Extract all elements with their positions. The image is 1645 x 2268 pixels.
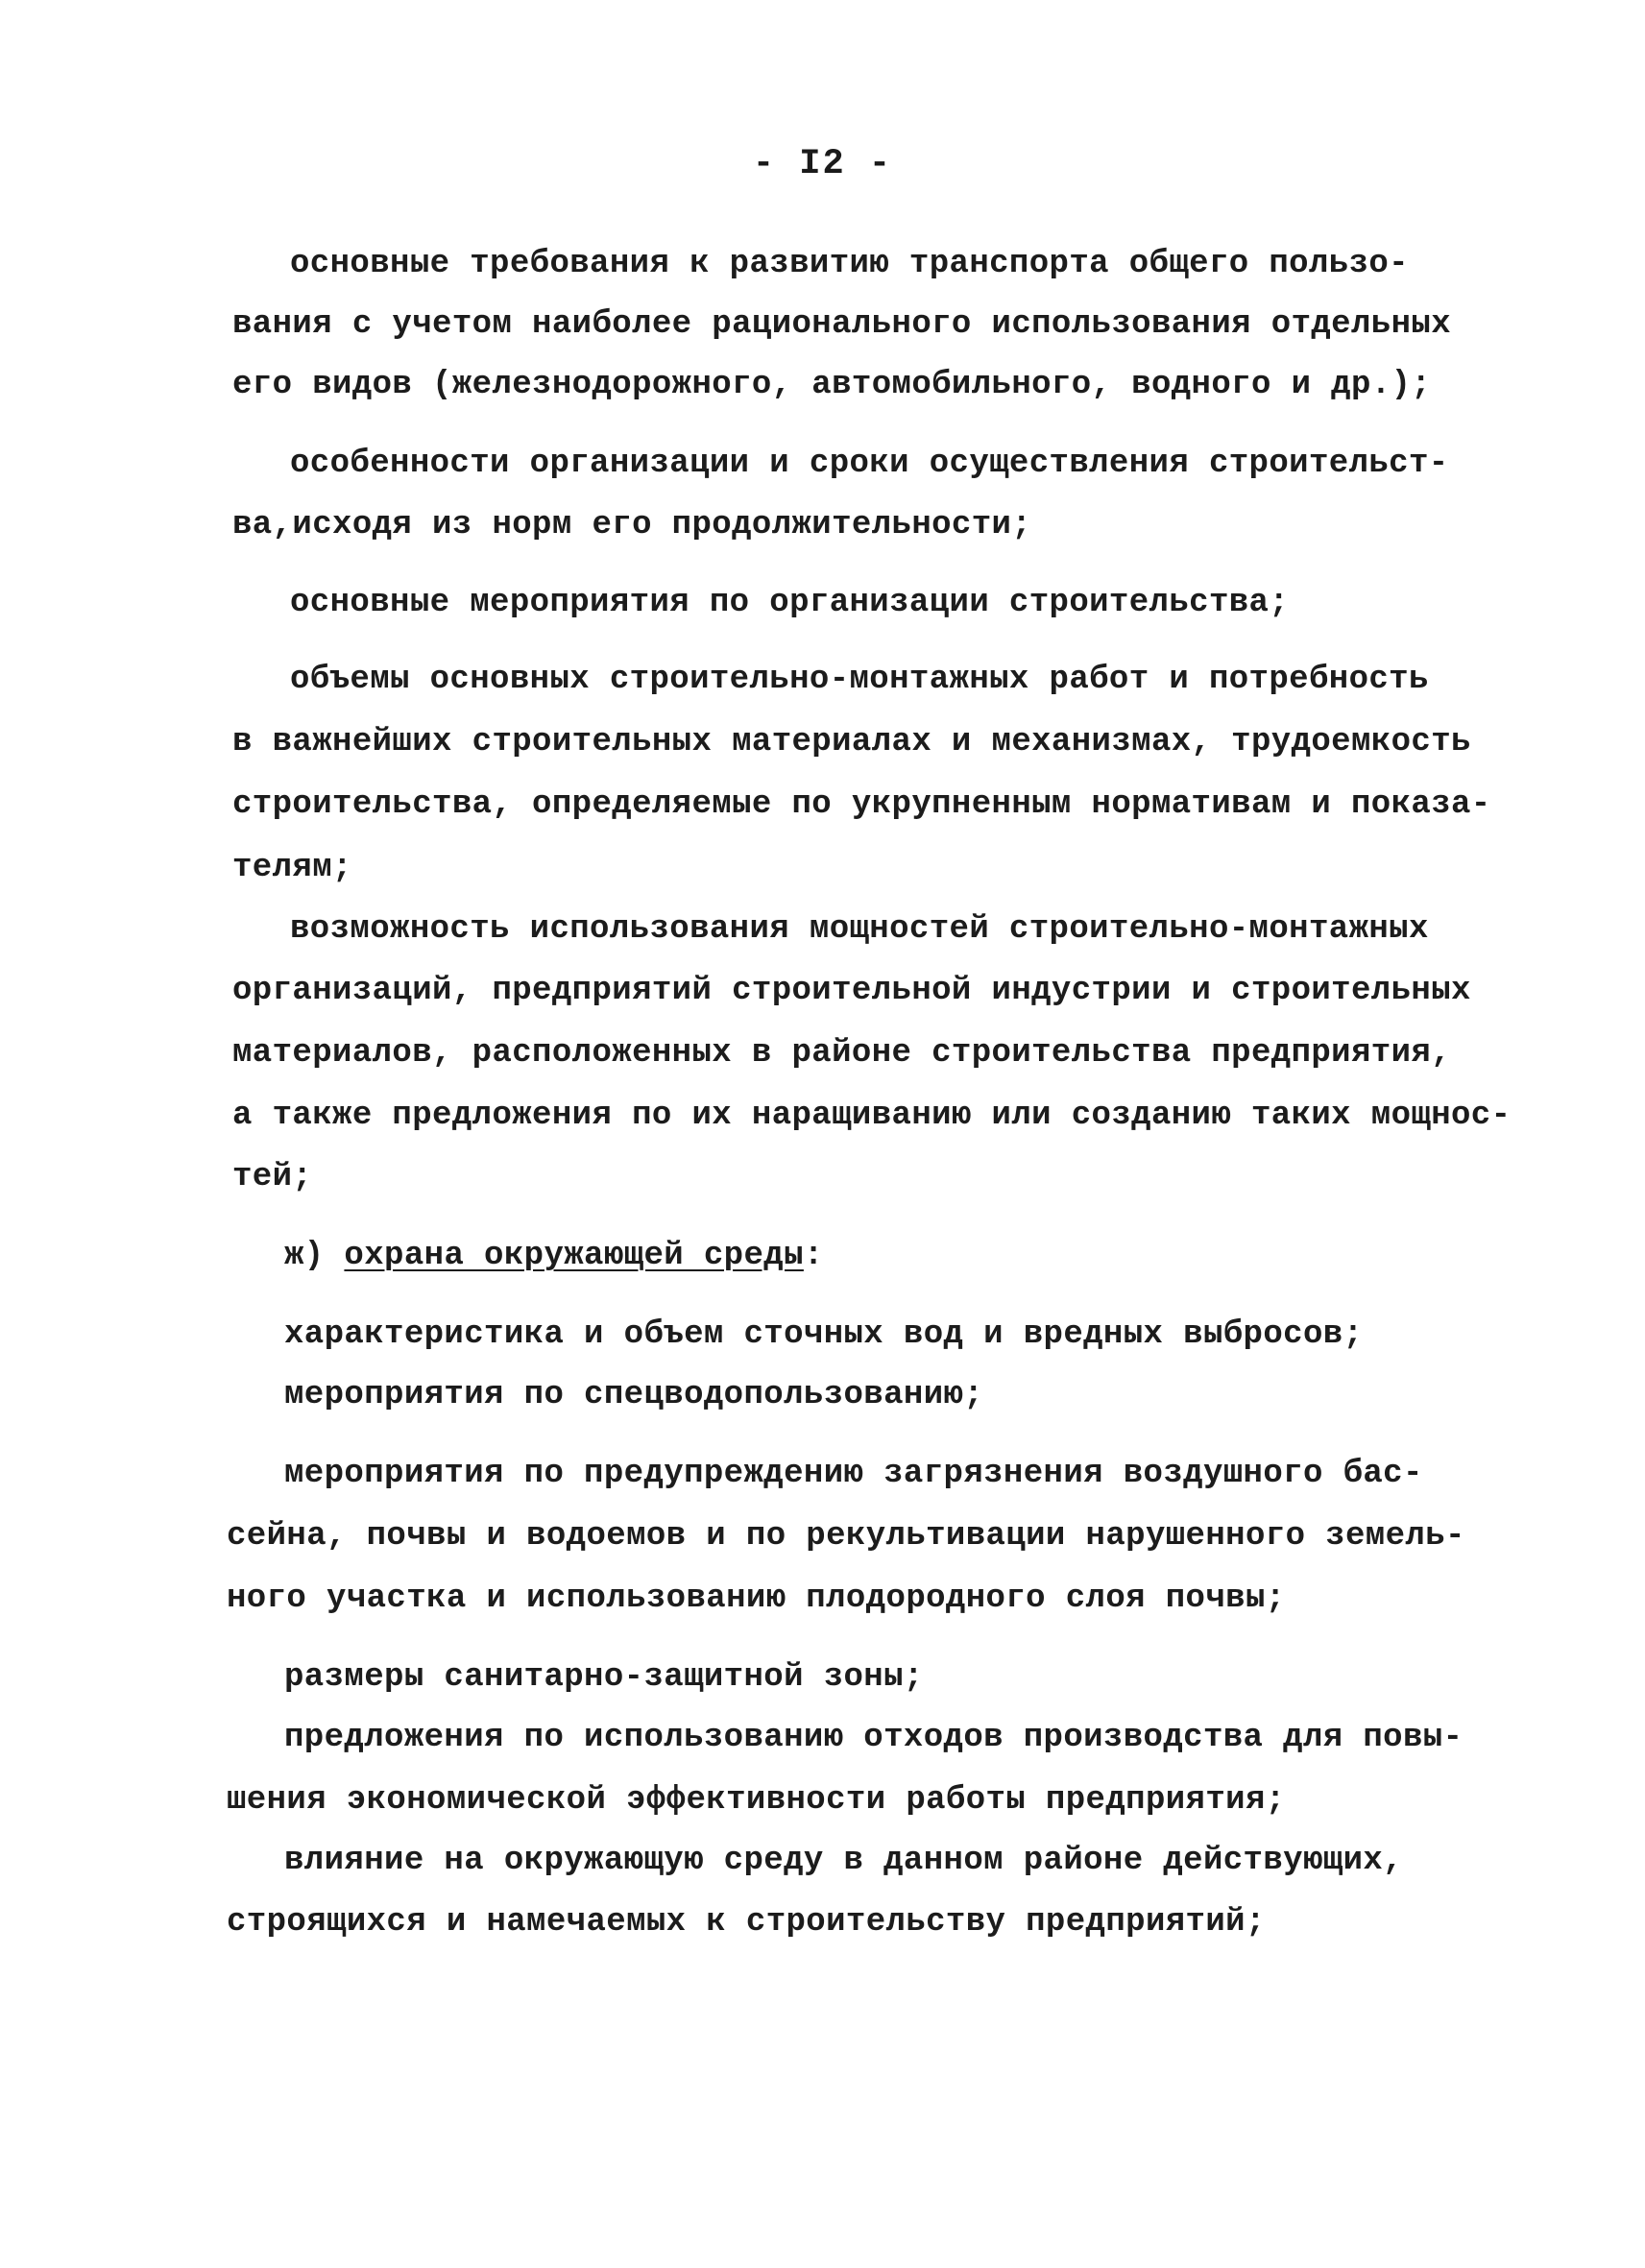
text-line: размеры санитарно-защитной зоны; <box>284 1659 924 1696</box>
text-line: ного участка и использованию плодородного слоя почвы; <box>227 1580 1286 1617</box>
text-line: шения экономической эффективности работы предприятия; <box>227 1782 1286 1819</box>
text-line: тей; <box>232 1159 313 1195</box>
text-line: вания с учетом наиболее рационального использования отдельных <box>232 306 1452 343</box>
text-line: особенности организации и сроки осуществления строительст- <box>290 446 1449 482</box>
text-line: влияние на окружающую среду в данном районе действующих, <box>284 1843 1403 1879</box>
text-line: возможность использования мощностей строительно-монтажных <box>290 911 1429 948</box>
section-marker: ж) <box>284 1238 325 1274</box>
text-line: основные мероприятия по организации строительства; <box>290 585 1290 621</box>
text-line: в важнейших строительных материалах и механизмах, трудоемкость <box>232 724 1471 760</box>
text-line: характеристика и объем сточных вод и вредных выбросов; <box>284 1316 1364 1353</box>
text-line: сейна, почвы и водоемов и по рекультивации нарушенного земель- <box>227 1518 1465 1555</box>
text-line: основные требования к развитию транспорта общего пользо- <box>290 246 1409 282</box>
text-line: материалов, расположенных в районе строительства предприятия, <box>232 1035 1452 1072</box>
text-line: строящихся и намечаемых к строительству предприятий; <box>227 1904 1266 1941</box>
text-line: ва,исходя из норм его продолжительности; <box>232 507 1032 543</box>
text-line: организаций, предприятий строительной индустрии и строительных <box>232 973 1471 1009</box>
page-number: - I2 - <box>752 144 893 184</box>
text-line: а также предложения по их наращиванию или созданию таких мощнос- <box>232 1098 1512 1134</box>
text-line: предложения по использованию отходов производства для повы- <box>284 1720 1464 1756</box>
text-line: телям; <box>232 850 352 886</box>
text-line: его видов (железнодорожного, автомобильного, водного и др.); <box>232 367 1432 403</box>
text-line: объемы основных строительно-монтажных работ и потребность <box>290 662 1429 698</box>
section-heading <box>284 1237 824 1275</box>
section-title: охрана окружающей среды <box>344 1238 804 1274</box>
section-colon: : <box>803 1238 824 1274</box>
text-line: строительства, определяемые по укрупненным нормативам и показа- <box>232 786 1491 823</box>
text-line: мероприятия по предупреждению загрязнения воздушного бас- <box>284 1456 1423 1492</box>
text-line: мероприятия по спецводопользованию; <box>284 1377 984 1413</box>
